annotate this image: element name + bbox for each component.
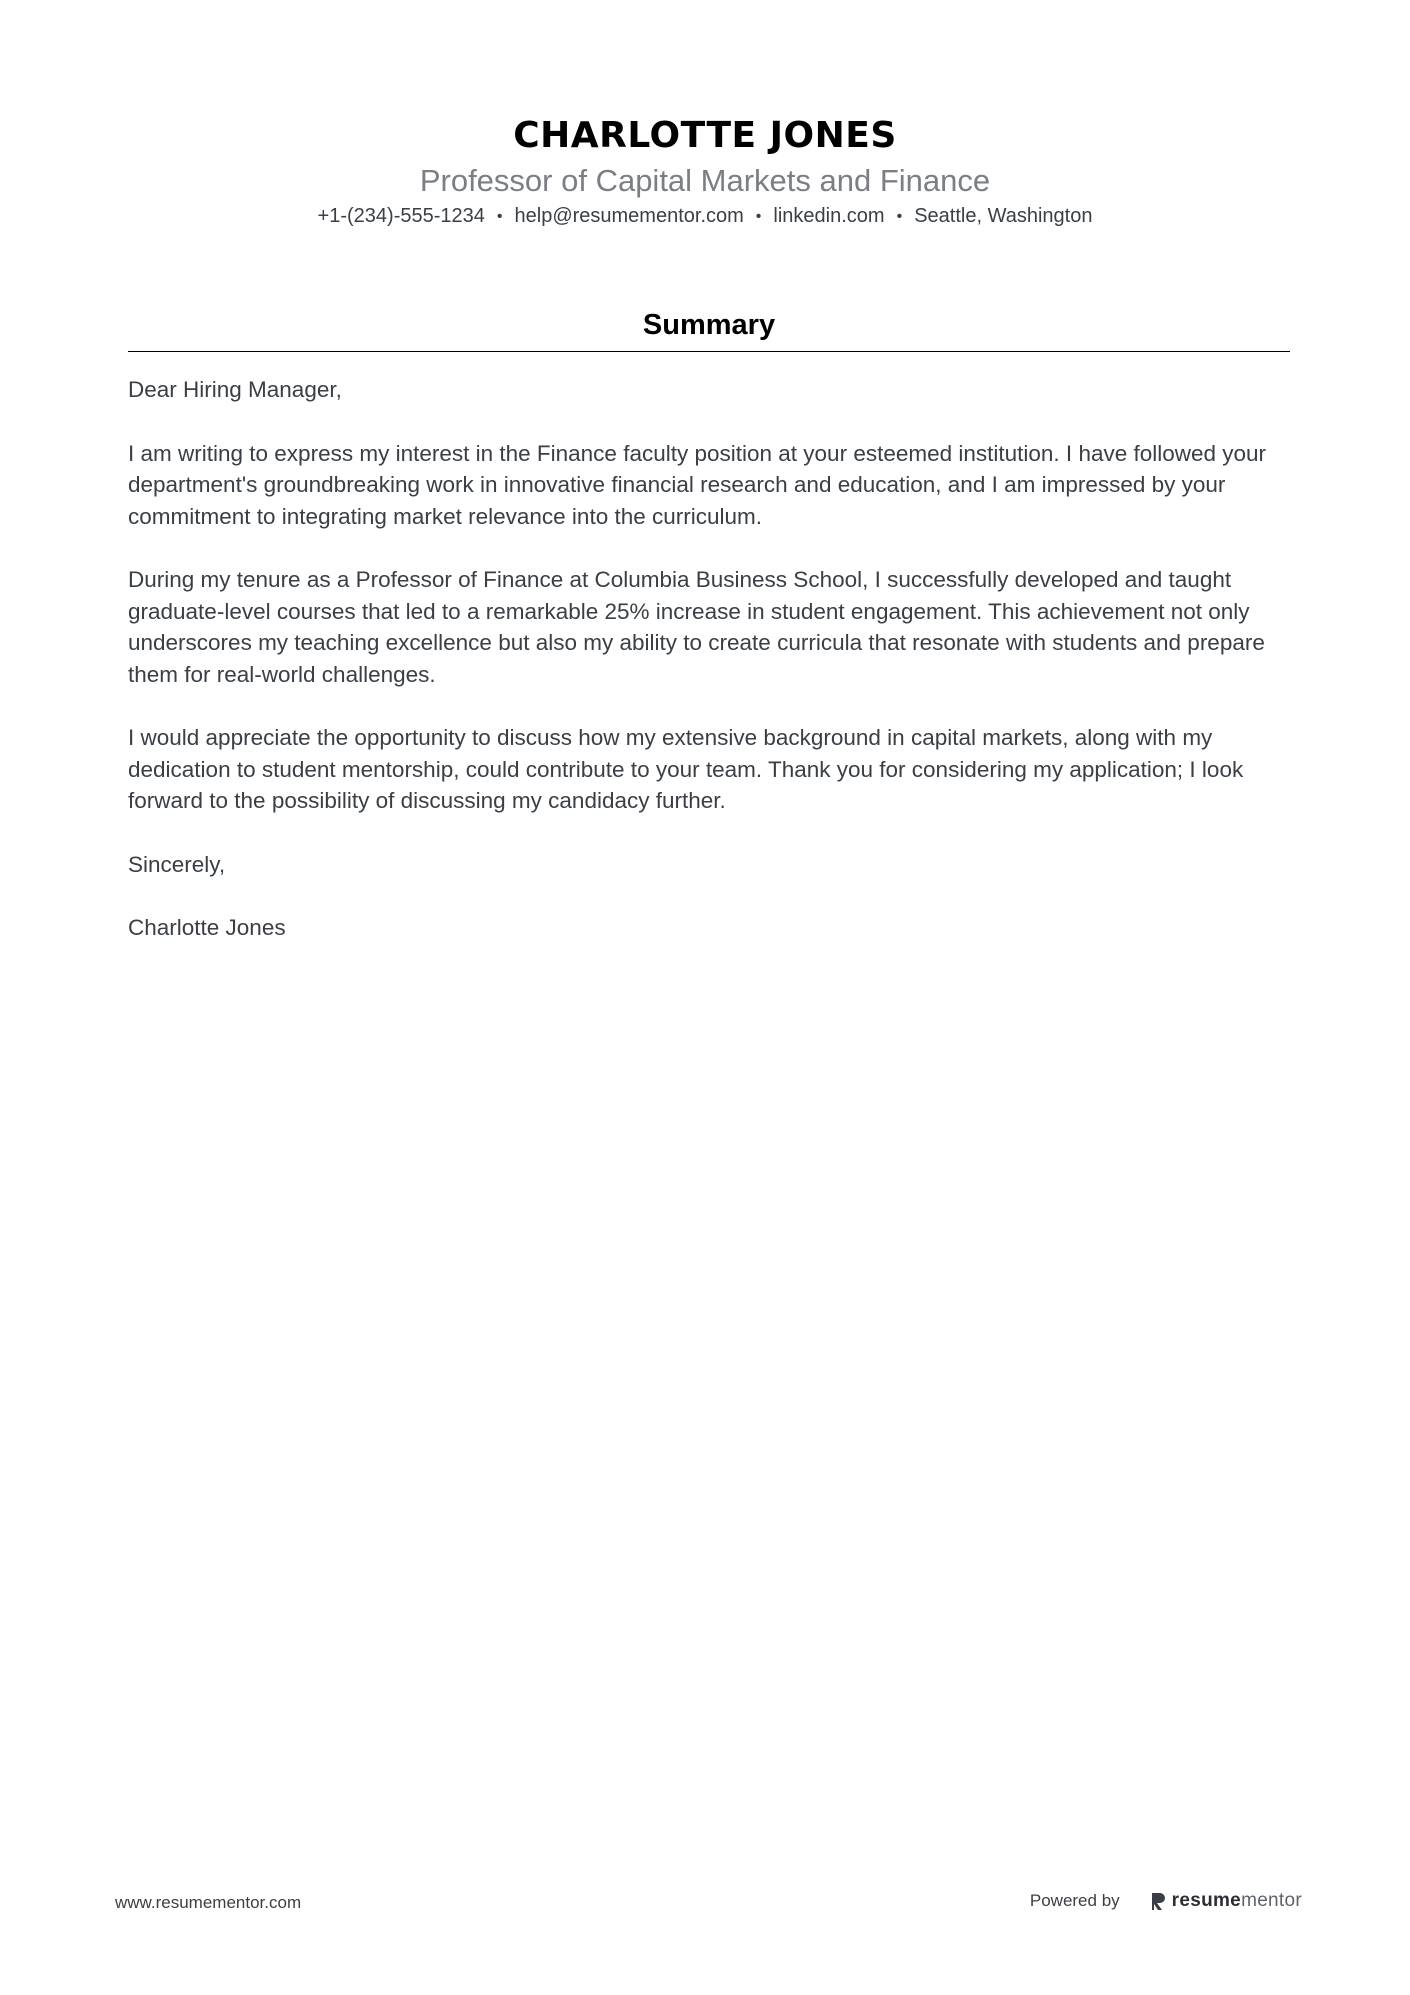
resume-header xyxy=(0,112,1410,232)
powered-by-label: Powered by xyxy=(1029,1891,1120,1910)
brand-logo[interactable] xyxy=(1150,1890,1302,1912)
letter-paragraph: I would appreciate the opportunity to discuss how my extensive background in capital markets, along with my dedication to student mentorship, could contribute to your team. Thank you for considering my application; I look forward to the possibility of discussing my candidacy further. xyxy=(128,725,1244,813)
resumementor-logo-icon xyxy=(1150,1891,1166,1911)
contact-linkedin: linkedin.com xyxy=(773,205,885,227)
contact-separator: • xyxy=(896,208,903,225)
summary-section xyxy=(128,305,1290,976)
section-title-summary: Summary xyxy=(128,305,1290,352)
letter-body xyxy=(128,374,1290,944)
footer-branding xyxy=(1030,1890,1302,1912)
candidate-headline: Professor of Capital Markets and Finance xyxy=(419,163,991,198)
letter-paragraph: I am writing to express my interest in the Finance faculty position at your esteemed institution. I have followed your department's groundbreaking work in innovative financial research and education, and I am impressed by your commitment to integrating market relevance into the curriculum. xyxy=(128,440,1267,529)
contact-line xyxy=(0,202,1410,232)
brand-name-mentor: mentor xyxy=(1241,1890,1302,1911)
letter-signature: Charlotte Jones xyxy=(128,915,286,940)
brand-name-resume: resume xyxy=(1171,1890,1242,1911)
contact-email: help@resumementor.com xyxy=(514,205,744,227)
footer-website[interactable]: www.resumementor.com xyxy=(115,1893,302,1912)
candidate-name: CHARLOTTE JONES xyxy=(513,115,897,156)
letter-greeting: Dear Hiring Manager, xyxy=(128,377,342,402)
contact-location: Seattle, Washington xyxy=(914,205,1093,227)
letter-paragraph: During my tenure as a Professor of Finance at Columbia Business School, I successfully developed and taught graduate-level courses that led to a remarkable 25% increase in student engagement. This achievement not only underscores my teaching excellence but also my ability to create curricula that resonate with students and prepare them for real-world challenges. xyxy=(128,567,1265,687)
contact-separator: • xyxy=(755,208,762,225)
letter-closing: Sincerely, xyxy=(128,851,226,877)
contact-phone: +1-(234)-555-1234 xyxy=(317,205,485,227)
contact-separator: • xyxy=(496,208,503,225)
